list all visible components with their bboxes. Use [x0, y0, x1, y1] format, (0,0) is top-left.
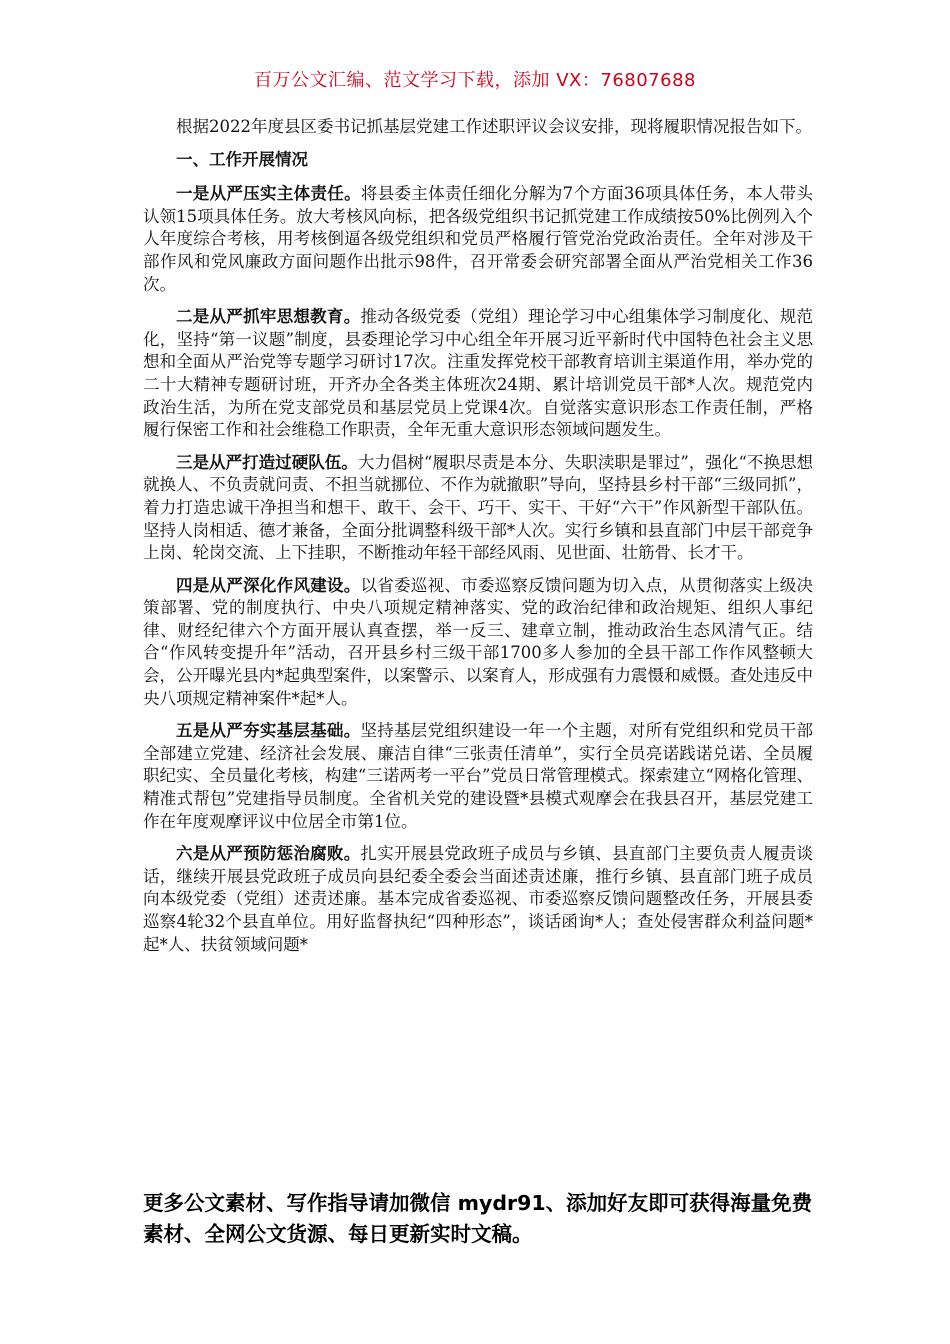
paragraph-lead: 五是从严夯实基层基础。	[176, 721, 361, 741]
paragraph-4	[143, 575, 813, 711]
section-heading-text: 一、工作开展情况	[176, 149, 308, 169]
paragraph-3	[143, 452, 813, 565]
paragraph-text: 以省委巡视、市委巡察反馈问题为切入点，从贯彻落实上级决策部署、党的制度执行、中央八项规定精神落实、党的政治纪律和政治规矩、组织人事纪律、财经纪律六个方面开展认真查摆，举一反三、建章立制，推动政治生态风清气正。结合“作风转变提升年”活动，召开县乡村三级干部1700多人参加的全县干部工作作风整顿大会，公开曝光县内*起典型案件，以案警示、以案育人，形成强有力震慑和威慑。查处违反中央八项规定精神案件*起*人。	[143, 575, 814, 708]
paragraph-5	[143, 720, 813, 833]
paragraph-lead: 六是从严预防惩治腐败。	[176, 844, 361, 864]
paragraph-2	[143, 306, 813, 442]
paragraph-text: 将县委主体责任细化分解为7个方面36项具体任务，本人带头认领15项具体任务。放大考核风向标，把各级党组织书记抓党建工作成绩按50%比例列入个人年度综合考核，用考核倒逼各级党组织和党员严格履行管党治党政治责任。全年对涉及干部作风和党风廉政方面问题作出批示98件，召开常委会研究部署全面从严治党相关工作36次。	[143, 184, 813, 294]
paragraph-text: 坚持基层党组织建设一年一个主题，对所有党组织和党员干部全部建立党建、经济社会发展、廉洁自律“三张责任清单”，实行全员亮诺践诺兑诺、全员履职纪实、全员量化考核，构建“三诺两考一平台”党员日常管理模式。探索建立“网格化管理、精准式帮包”党建指导员制度。全省机关党的建设暨*县模式观摩会在我县召开，基层党建工作在年度观摩评议中位居全市第1位。	[143, 721, 814, 831]
promo-header: 百万公文汇编、范文学习下载，添加 VX：76807688	[254, 70, 696, 91]
paragraph-6	[143, 843, 813, 956]
document-body	[143, 116, 813, 966]
paragraph-lead: 四是从严深化作风建设。	[176, 575, 361, 595]
paragraph-lead: 二是从严抓牢思想教育。	[176, 307, 361, 327]
paragraph-lead: 三是从严打造过硬队伍。	[176, 452, 358, 472]
intro-paragraph: 根据2022年度县区委书记抓基层党建工作述职评议会议安排，现将履职情况报告如下。	[176, 117, 812, 136]
paragraph-text: 扎实开展县党政班子成员与乡镇、县直部门主要负责人履责谈话，继续开展县党政班子成员向县纪委全委会当面述责述廉，推行乡镇、县直部门班子成员向本级党委（党组）述责述廉。基本完成省委巡视、市委巡察反馈问题整改任务，开展县委巡察4轮32个县直单位。用好监督执纪“四种形态”，谈话函询*人；查处侵害群众利益问题*起*人、扶贫领域问题*	[143, 844, 814, 954]
paragraph-1	[143, 183, 813, 296]
paragraph-lead: 一是从严压实主体责任。	[176, 184, 361, 204]
section-heading	[143, 149, 813, 172]
promo-footer: 更多公文素材、写作指导请加微信 mydr91、添加好友即可获得海量免费素材、全网公文货源、每日更新实时文稿。	[143, 1191, 813, 1246]
paragraph-text: 推动各级党委（党组）理论学习中心组集体学习制度化、规范化，坚持“第一议题”制度，县委理论学习中心组全年开展习近平新时代中国特色社会主义思想和全面从严治党等专题学习研讨17次。注重发挥党校干部教育培训主渠道作用，举办党的二十大精神专题研讨班，开齐办全各类主体班次24期、累计培训党员干部*人次。规范党内政治生活，为所在党支部党员和基层党员上党课4次。自觉落实意识形态工作责任制，严格履行保密工作和社会维稳工作职责，全年无重大意识形态领域问题发生。	[143, 307, 814, 440]
paragraph-text: 大力倡树“履职尽责是本分、失职渎职是罪过”，强化“不换思想就换人、不负责就问责、不担当就挪位、不作为就撤职”导向，坚持县乡村干部“三级同抓”，着力打造忠诚干净担当和想干、敢干、会干、巧干、实干、干好“六干”作风新型干部队伍。坚持人岗相适、德才兼备，全面分批调整科级干部*人次。实行乡镇和县直部门中层干部竞争上岗、轮岗交流、上下挂职，不断推动年轻干部经风雨、见世面、壮筋骨、长才干。	[143, 452, 814, 563]
